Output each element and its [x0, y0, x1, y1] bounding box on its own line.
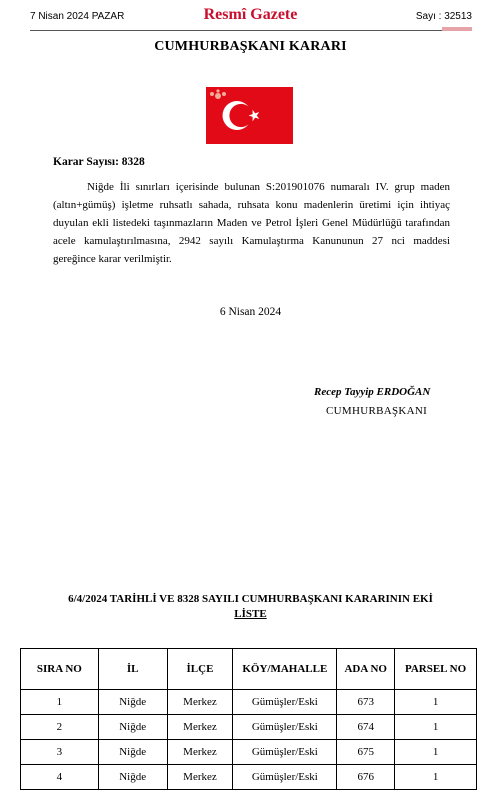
annex-subtitle: LİSTE: [234, 608, 267, 620]
annex-title: [0, 592, 501, 622]
table-row: [21, 765, 477, 790]
signer-name: Recep Tayyip ERDOĞAN: [314, 386, 431, 398]
table-cell: 673: [337, 690, 395, 715]
table-cell: 674: [337, 715, 395, 740]
table-cell: Merkez: [167, 690, 233, 715]
table-cell: 675: [337, 740, 395, 765]
table-cell: Niğde: [98, 765, 167, 790]
table-cell: Gümüşler/Eski: [233, 715, 337, 740]
table-cell: 4: [21, 765, 99, 790]
table-cell: 1: [395, 690, 477, 715]
column-header: PARSEL NO: [395, 649, 477, 690]
decree-date: 6 Nisan 2024: [219, 306, 282, 318]
table-row: [21, 690, 477, 715]
table-cell: Gümüşler/Eski: [233, 690, 337, 715]
header-divider: [30, 30, 472, 31]
table-cell: 1: [395, 740, 477, 765]
table-cell: Niğde: [98, 715, 167, 740]
page-title: CUMHURBAŞKANI KARARI: [154, 39, 347, 54]
table-cell: Merkez: [167, 715, 233, 740]
table-cell: 676: [337, 765, 395, 790]
header-accent-mark: [442, 27, 472, 31]
table-cell: 3: [21, 740, 99, 765]
column-header: KÖY/MAHALLE: [233, 649, 337, 690]
table-cell: Niğde: [98, 740, 167, 765]
gazette-title: Resmî Gazete: [203, 6, 298, 23]
turkish-flag-icon: [206, 87, 293, 144]
table-cell: Gümüşler/Eski: [233, 740, 337, 765]
column-header: İL: [98, 649, 167, 690]
signer-title: CUMHURBAŞKANI: [326, 405, 428, 417]
parcel-table: [20, 648, 477, 790]
table-cell: 2: [21, 715, 99, 740]
table-cell: 1: [395, 715, 477, 740]
table-cell: Gümüşler/Eski: [233, 765, 337, 790]
table-cell: Merkez: [167, 765, 233, 790]
publication-date: 7 Nisan 2024 PAZAR: [30, 11, 125, 22]
column-header: İLÇE: [167, 649, 233, 690]
table-cell: Niğde: [98, 690, 167, 715]
decree-body: Niğde İli sınırları içerisinde bulunan S:201901076 numaralı IV. grup maden (altın+gümüş) işletme ruhsatlı sahada, ruhsata konu madenlerin üretimi için ihtiyaç duyulan ekli listedeki taşınmazların Maden ve Petrol İşleri Genel Müdürlüğü tarafından acele kamulaştırılmasına, 2942 sayılı Kamulaştırma Kanununun 27 nci maddesi gereğince karar verilmiştir.: [53, 181, 450, 265]
table-cell: Merkez: [167, 740, 233, 765]
annex-title-line: 6/4/2024 TARİHLİ VE 8328 SAYILI CUMHURBAŞKANI KARARININ EKİ: [68, 593, 433, 605]
table-row: [21, 740, 477, 765]
table-header-row: [21, 649, 477, 690]
column-header: ADA NO: [337, 649, 395, 690]
table-cell: 1: [395, 765, 477, 790]
column-header: SIRA NO: [21, 649, 99, 690]
table-row: [21, 715, 477, 740]
table-cell: 1: [21, 690, 99, 715]
gazette-header: [0, 0, 501, 34]
issue-number: Sayı : 32513: [415, 11, 472, 22]
decree-number: Karar Sayısı: 8328: [53, 156, 145, 168]
